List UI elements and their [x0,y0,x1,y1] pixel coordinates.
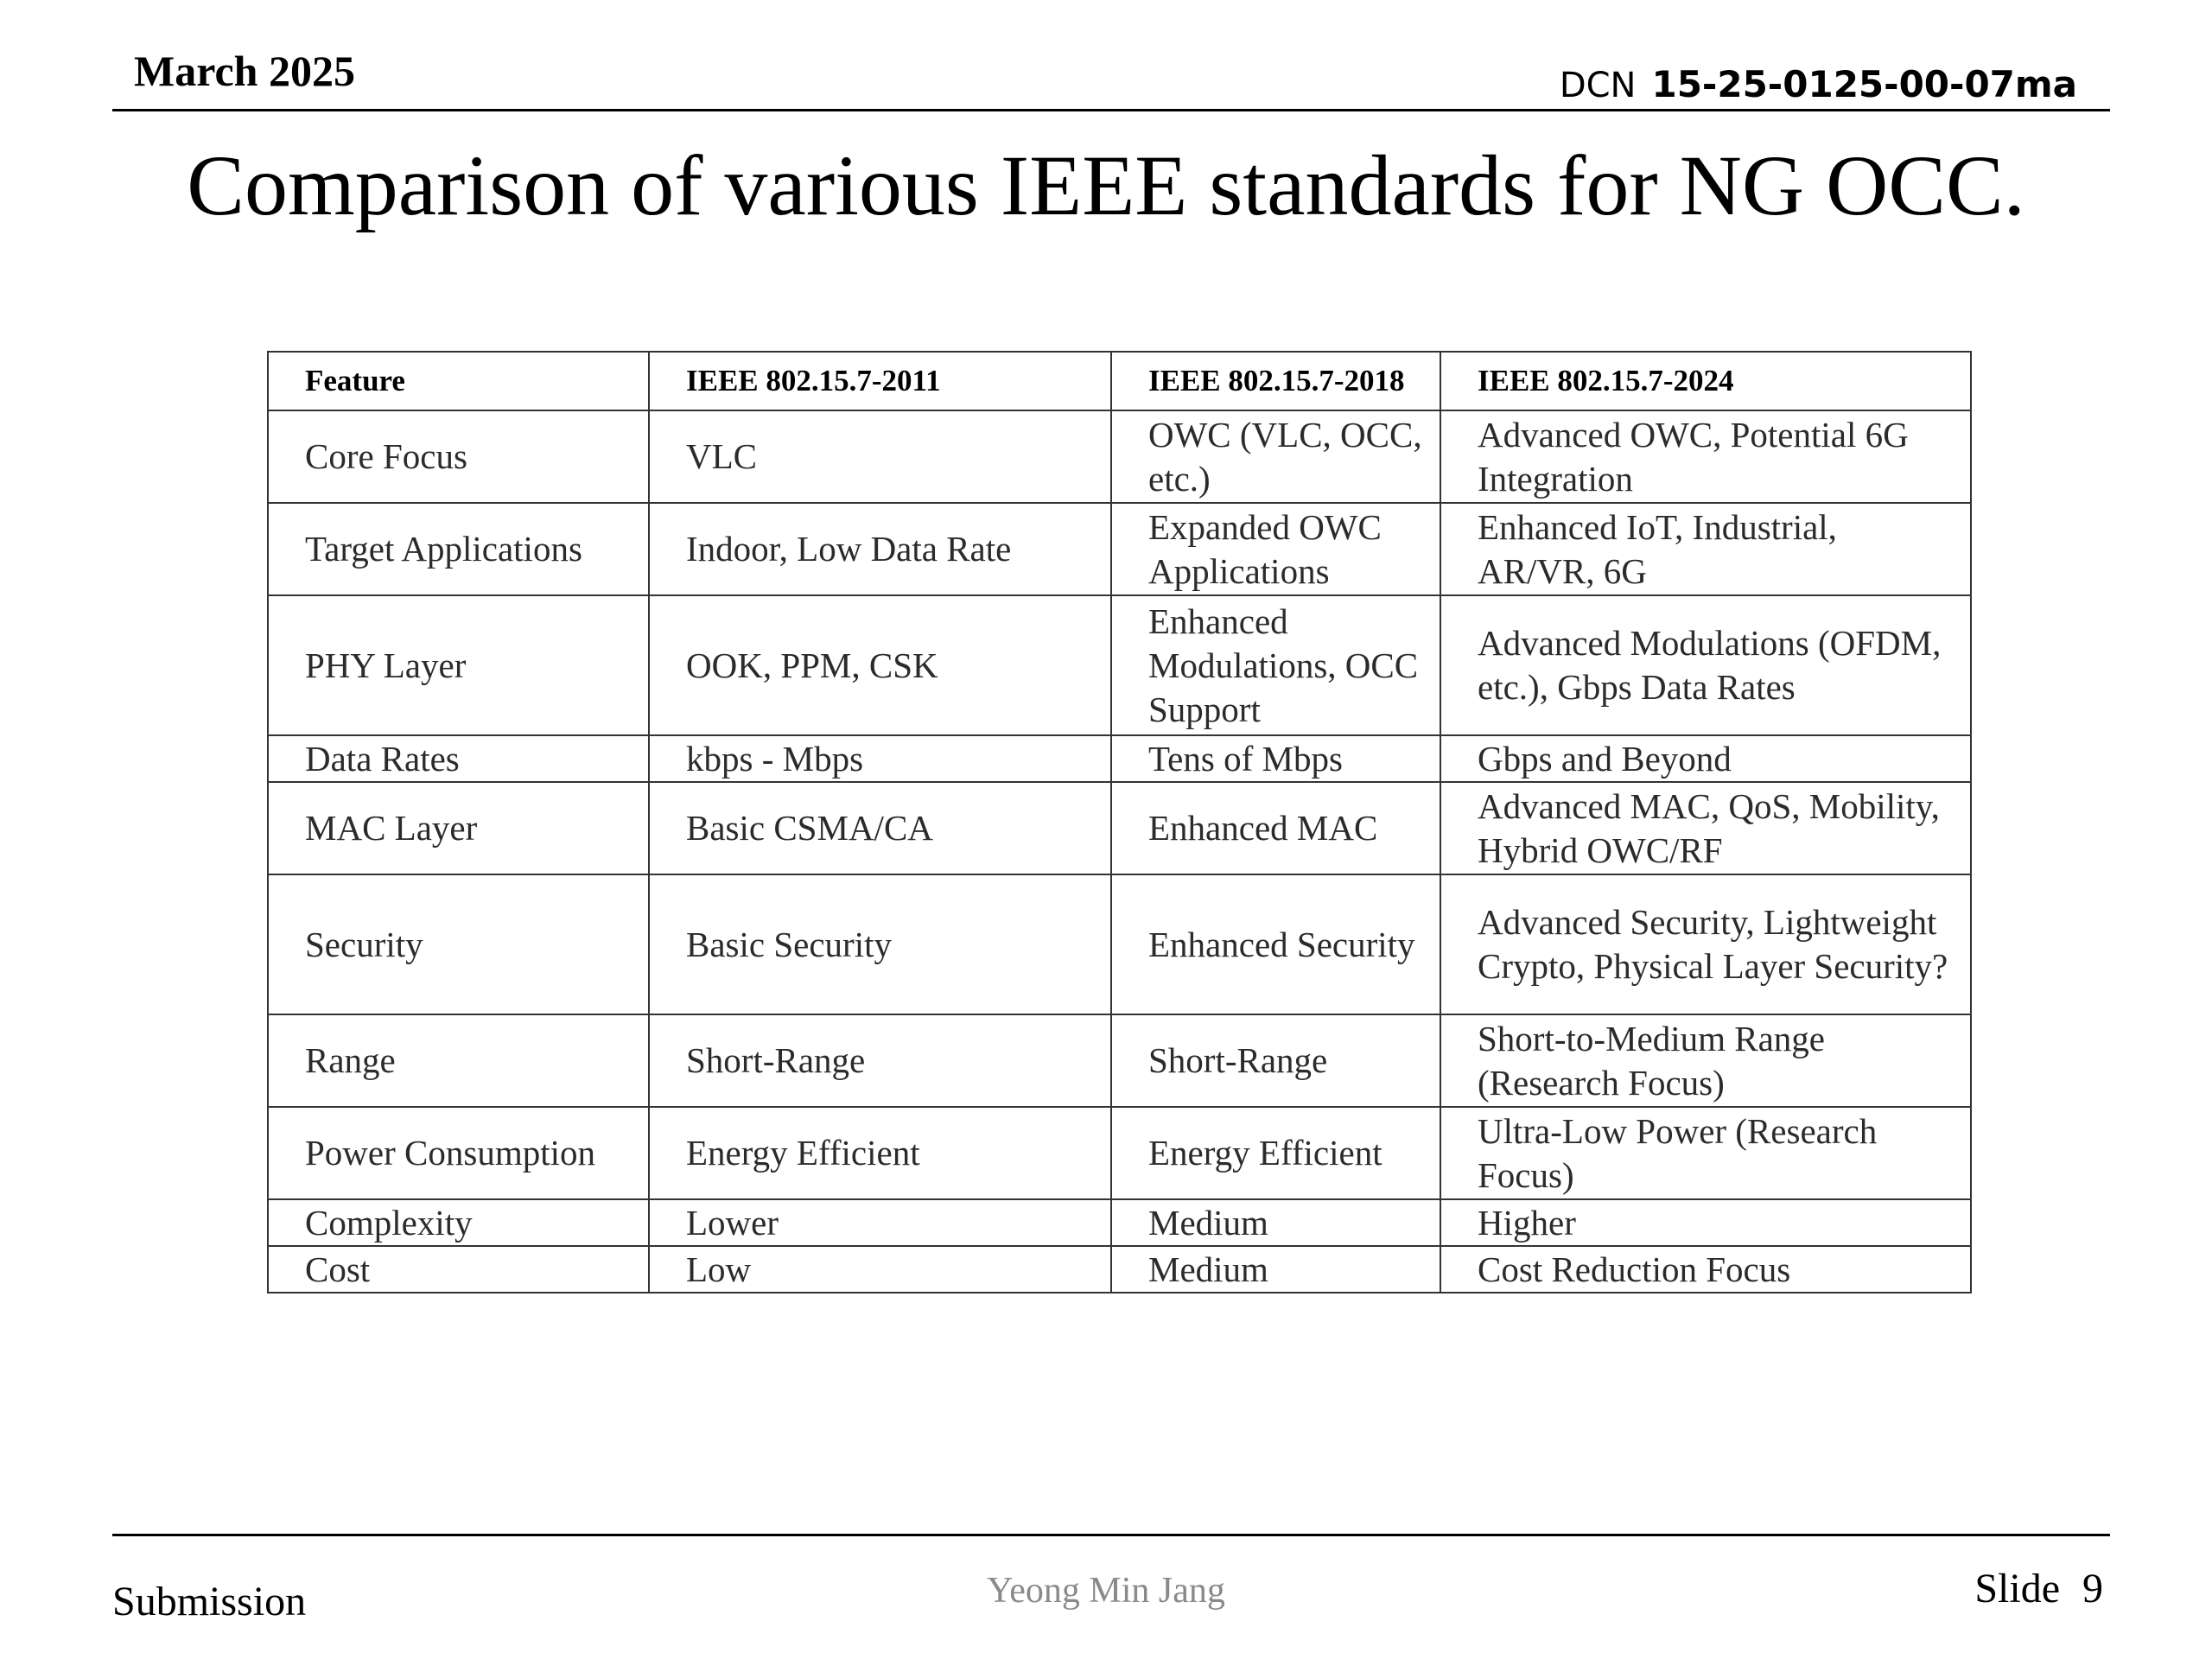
table-cell: Power Consumption [268,1107,649,1199]
table-cell: Range [268,1014,649,1107]
table-cell: Security [268,874,649,1014]
table-cell: Gbps and Beyond [1440,735,1971,782]
footer-divider [112,1534,2110,1536]
table-cell: Higher [1440,1199,1971,1246]
table-row [268,503,1971,595]
table-cell: Enhanced IoT, Industrial, AR/VR, 6G [1440,503,1971,595]
table-cell: kbps - Mbps [649,735,1111,782]
comparison-table [267,351,1972,1294]
table-cell: Ultra-Low Power (Research Focus) [1440,1107,1971,1199]
table-cell: Data Rates [268,735,649,782]
table-cell: OWC (VLC, OCC, etc.) [1111,410,1440,503]
table-cell: Advanced Modulations (OFDM, etc.), Gbps Data Rates [1440,595,1971,735]
dcn-label: DCN [1559,66,1637,105]
header-divider [112,109,2110,111]
table-cell: Lower [649,1199,1111,1246]
table-cell: Advanced OWC, Potential 6G Integration [1440,410,1971,503]
table-cell: Low [649,1246,1111,1293]
table-cell: PHY Layer [268,595,649,735]
table-cell: Medium [1111,1246,1440,1293]
comparison-table-container [267,351,1970,1294]
table-row [268,1014,1971,1107]
table-cell: Tens of Mbps [1111,735,1440,782]
table-row [268,782,1971,874]
table-row [268,1199,1971,1246]
table-cell: Advanced MAC, QoS, Mobility, Hybrid OWC/RF [1440,782,1971,874]
table-cell: Short-Range [1111,1014,1440,1107]
table-cell: Medium [1111,1199,1440,1246]
table-cell: Basic CSMA/CA [649,782,1111,874]
table-cell: Enhanced Security [1111,874,1440,1014]
table-row [268,1246,1971,1293]
table-cell: MAC Layer [268,782,649,874]
table-cell: Expanded OWC Applications [1111,503,1440,595]
table-cell: Cost [268,1246,649,1293]
header-date: March 2025 [134,47,355,95]
table-cell: Target Applications [268,503,649,595]
table-cell: Advanced Security, Lightweight Crypto, Physical Layer Security? [1440,874,1971,1014]
table-cell: Short-to-Medium Range (Research Focus) [1440,1014,1971,1107]
table-cell: Enhanced Modulations, OCC Support [1111,595,1440,735]
footer-author: Yeong Min Jang [987,1571,1225,1611]
column-header-feature: Feature [268,352,649,410]
table-cell: Enhanced MAC [1111,782,1440,874]
table-cell: VLC [649,410,1111,503]
table-row [268,410,1971,503]
slide-label: Slide [1974,1566,2060,1611]
table-cell: Core Focus [268,410,649,503]
table-cell: Indoor, Low Data Rate [649,503,1111,595]
table-row [268,735,1971,782]
document-control-number [1559,63,2077,105]
column-header-2018: IEEE 802.15.7-2018 [1111,352,1440,410]
slide-title: Comparison of various IEEE standards for NG OCC. [187,137,2025,233]
table-header-row [268,352,1971,410]
table-cell: Complexity [268,1199,649,1246]
footer-submission: Submission [112,1579,307,1624]
table-cell: OOK, PPM, CSK [649,595,1111,735]
table-cell: Short-Range [649,1014,1111,1107]
column-header-2024: IEEE 802.15.7-2024 [1440,352,1971,410]
column-header-2011: IEEE 802.15.7-2011 [649,352,1111,410]
slide-number: 9 [2082,1566,2103,1611]
table-cell: Basic Security [649,874,1111,1014]
table-cell: Cost Reduction Focus [1440,1246,1971,1293]
slide-number-indicator [1974,1568,2103,1610]
table-cell: Energy Efficient [1111,1107,1440,1199]
dcn-number: 15-25-0125-00-07ma [1651,63,2077,105]
table-row [268,874,1971,1014]
table-row [268,595,1971,735]
table-cell: Energy Efficient [649,1107,1111,1199]
table-row [268,1107,1971,1199]
